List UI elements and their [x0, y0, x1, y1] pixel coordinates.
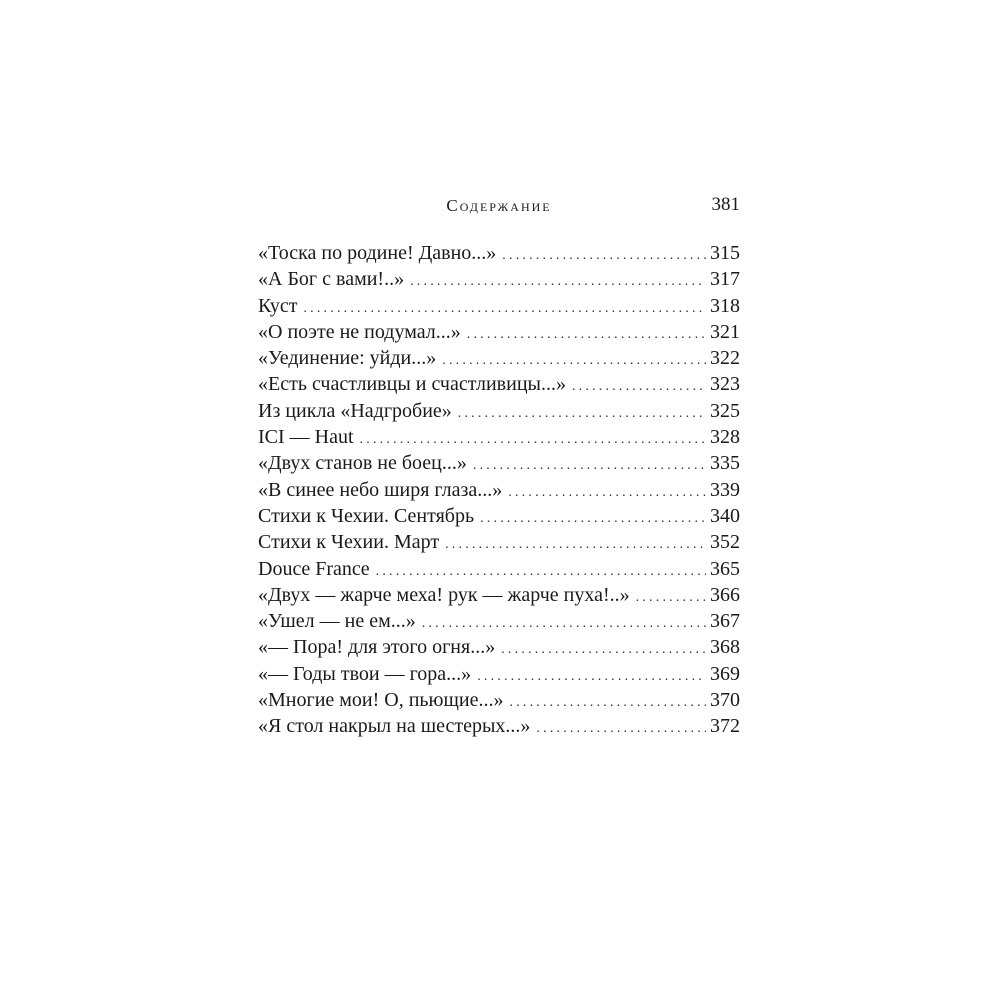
toc-entry-title: «Я стол накрыл на шестерых...» [258, 715, 531, 738]
toc-dot-leader [376, 559, 706, 585]
toc-dot-leader [458, 401, 706, 427]
toc-entry-page: 369 [710, 662, 740, 685]
toc-entry [258, 503, 740, 529]
toc-entry [258, 345, 740, 371]
toc-dot-leader [480, 506, 706, 532]
toc-entry-title: Стихи к Чехии. Март [258, 531, 440, 554]
toc-entry-page: 318 [710, 294, 740, 317]
toc-entry-page: 339 [710, 478, 740, 501]
toc-entry [258, 293, 740, 319]
toc-dot-leader [360, 427, 706, 453]
toc-entry [258, 477, 740, 503]
toc-entry [258, 398, 740, 424]
toc-entry [258, 661, 740, 687]
toc-dot-leader [473, 453, 706, 479]
toc-entry [258, 582, 740, 608]
toc-entry [258, 450, 740, 476]
toc-entry-title: Douce France [258, 557, 370, 580]
toc-dot-leader [509, 690, 706, 716]
toc-entry-page: 317 [710, 268, 740, 291]
toc-entry-title: «— Пора! для этого огня...» [258, 636, 496, 659]
toc-entry-title: «— Годы твои — гора...» [258, 662, 472, 685]
page-number: 381 [711, 194, 740, 215]
toc-entry-page: 352 [710, 531, 740, 554]
toc-entry-page: 328 [710, 426, 740, 449]
toc-entry-title: «А Бог с вами!..» [258, 268, 405, 291]
toc-dot-leader [502, 243, 706, 269]
toc-entry-title: «Тоска по родине! Давно...» [258, 242, 497, 264]
toc-entry-title: «Ушел — не ем...» [258, 610, 416, 633]
toc-entry-title: «О поэте не подумал...» [258, 320, 461, 343]
toc-dot-leader [410, 269, 706, 295]
toc-entry-page: 321 [710, 320, 740, 343]
toc-entry-page: 366 [710, 583, 740, 606]
toc-entry [258, 556, 740, 582]
page-title: Содержание [446, 196, 552, 215]
toc-entry-title: ICI — Haut [258, 426, 354, 449]
toc-entry-title: «В синее небо ширя глаза...» [258, 478, 503, 501]
toc-entry-page: 322 [710, 347, 740, 370]
toc-entry-title: Из цикла «Надгробие» [258, 399, 452, 422]
toc-dot-leader [636, 585, 706, 611]
toc-entry-title: «Есть счастливцы и счастливицы...» [258, 373, 566, 396]
toc-dot-leader [536, 716, 706, 742]
table-of-contents [258, 240, 740, 740]
toc-entry-page: 323 [710, 373, 740, 396]
toc-entry-page: 370 [710, 689, 740, 712]
toc-entry-title: Куст [258, 294, 298, 317]
toc-entry-title: «Двух станов не боец...» [258, 452, 467, 475]
toc-dot-leader [303, 296, 706, 322]
toc-dot-leader [467, 322, 706, 348]
toc-entry [258, 319, 740, 345]
toc-entry [258, 240, 740, 266]
toc-entry-page: 325 [710, 399, 740, 422]
toc-dot-leader [572, 374, 706, 400]
toc-entry [258, 687, 740, 713]
toc-entry-title: «Уединение: уйди...» [258, 347, 437, 370]
toc-dot-leader [501, 637, 706, 663]
toc-entry-page: 368 [710, 636, 740, 659]
toc-entry-page: 315 [710, 242, 740, 264]
toc-dot-leader [445, 532, 706, 558]
toc-entry-page: 340 [710, 504, 740, 527]
toc-entry-page: 367 [710, 610, 740, 633]
toc-entry-title: Стихи к Чехии. Сентябрь [258, 504, 475, 527]
toc-entry [258, 371, 740, 397]
toc-entry [258, 713, 740, 739]
toc-dot-leader [442, 348, 706, 374]
toc-entry-page: 365 [710, 557, 740, 580]
toc-entry [258, 634, 740, 660]
running-head [258, 196, 740, 226]
toc-dot-leader [508, 480, 706, 506]
toc-entry-title: «Многие мои! О, пьющие...» [258, 689, 504, 712]
toc-entry [258, 266, 740, 292]
toc-entry [258, 529, 740, 555]
toc-entry [258, 424, 740, 450]
toc-entry [258, 608, 740, 634]
toc-entry-page: 372 [710, 715, 740, 738]
toc-dot-leader [477, 664, 706, 690]
toc-dot-leader [422, 611, 706, 637]
toc-entry-title: «Двух — жарче меха! рук — жарче пуха!..» [258, 583, 630, 606]
toc-entry-page: 335 [710, 452, 740, 475]
